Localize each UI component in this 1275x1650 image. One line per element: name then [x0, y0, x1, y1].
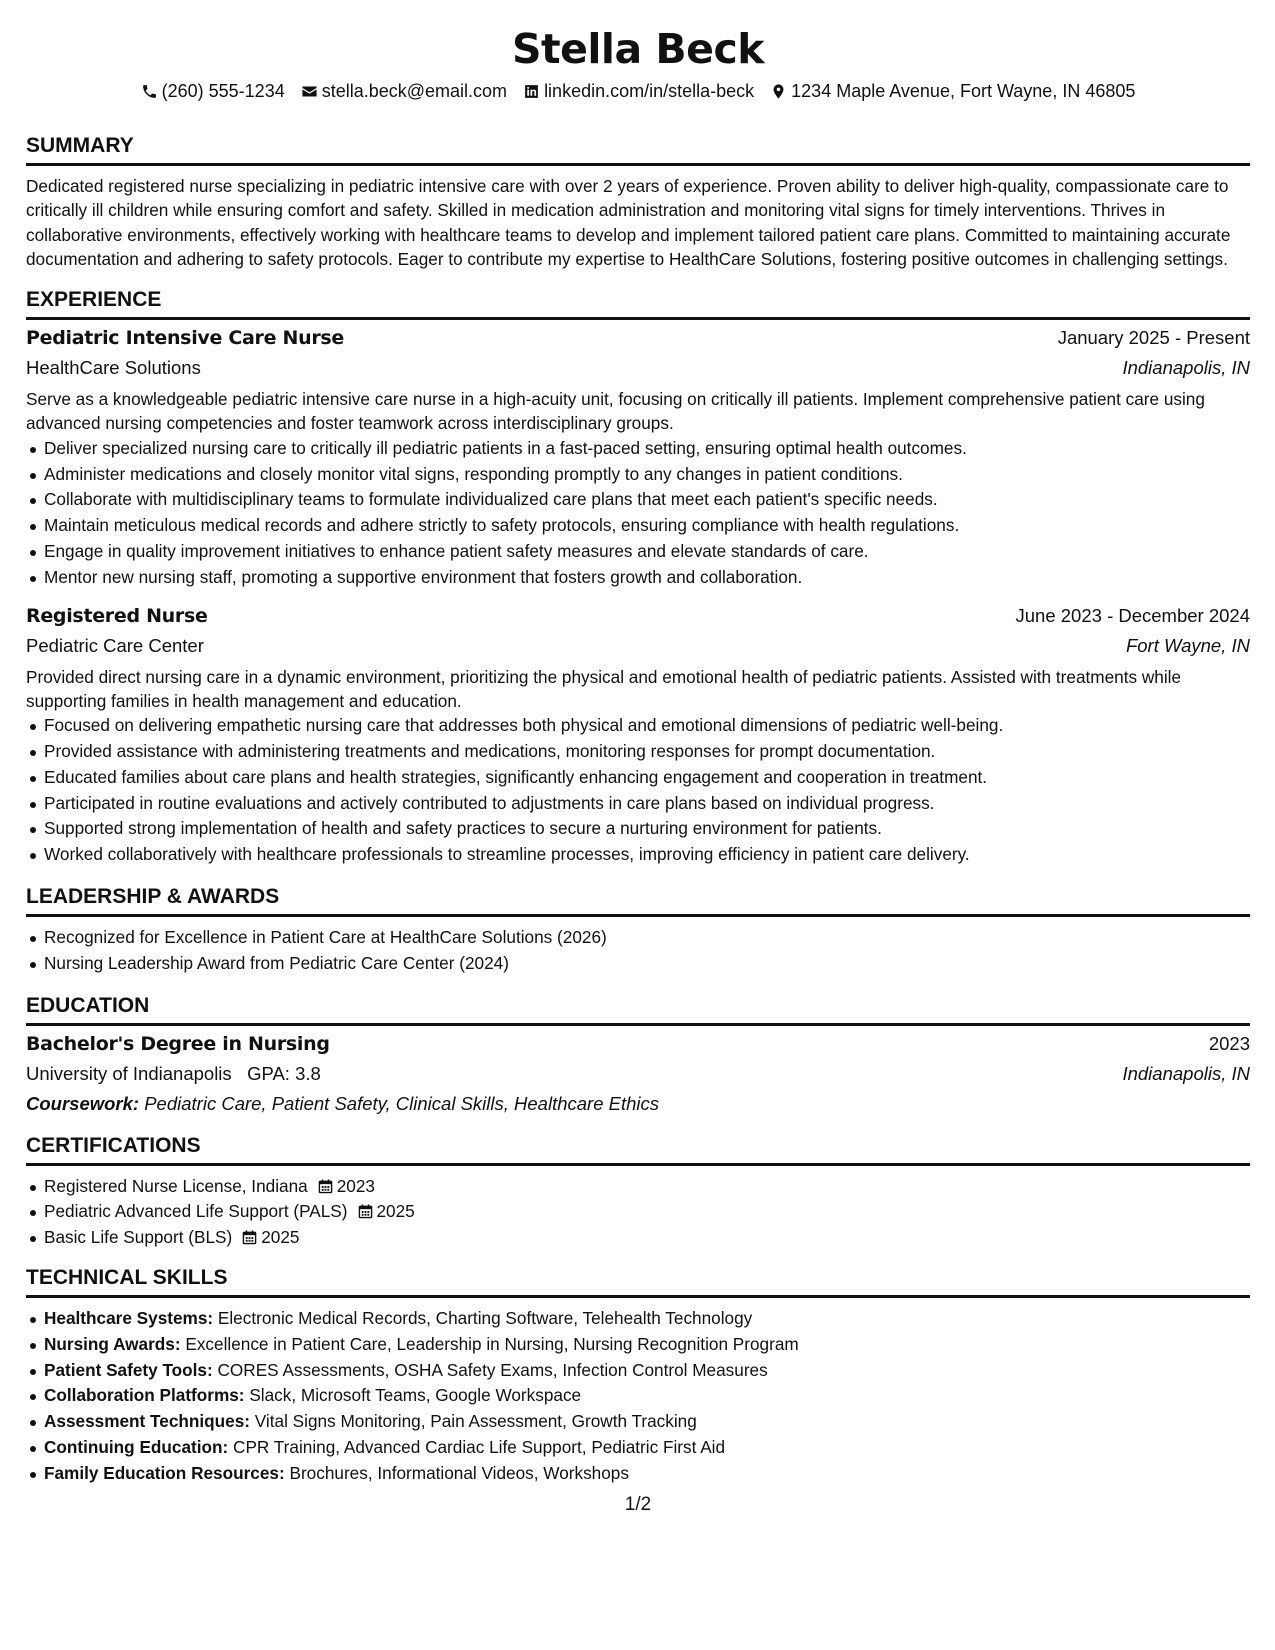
job-description: Provided direct nursing care in a dynamic environment, prioritizing the physical and emotional health of pediatric patients. Assisted with treatments while supporting families in health management and education.: [26, 666, 1182, 711]
skill-value: Excellence in Patient Care, Leadership in Nursing, Nursing Recognition Program: [185, 1333, 799, 1354]
contact-email[interactable]: [301, 79, 507, 103]
list-item: Educated families about care plans and health strategies, significantly enhancing engagement and cooperation in treatment.: [26, 765, 1250, 791]
cert-name: Pediatric Advanced Life Support (PALS): [44, 1201, 348, 1222]
section-divider: [26, 317, 1250, 320]
job-entry: [26, 601, 1250, 868]
page-number: 1/2: [624, 1494, 652, 1515]
job-location: Indianapolis, IN: [1122, 357, 1250, 379]
cert-year: 2025: [261, 1227, 300, 1248]
coursework-line: [26, 1089, 1250, 1119]
coursework-label: Coursework:: [26, 1092, 140, 1114]
coursework-text: Pediatric Care, Patient Safety, Clinical Skills, Healthcare Ethics: [144, 1092, 660, 1114]
linkedin-text: linkedin.com/in/stella-beck: [544, 81, 755, 101]
awards-list: [26, 925, 1250, 977]
list-item: [26, 1358, 1250, 1384]
section-title: TECHNICAL SKILLS: [26, 1265, 228, 1289]
section-title: EXPERIENCE: [26, 288, 162, 312]
school-name: University of Indianapolis: [26, 1062, 232, 1084]
skill-label: Collaboration Platforms:: [44, 1385, 245, 1406]
certifications-section: [26, 1133, 1250, 1251]
skill-value: CPR Training, Advanced Cardiac Life Support, Pediatric First Aid: [233, 1436, 726, 1457]
skill-label: Nursing Awards:: [44, 1333, 181, 1354]
list-item: Participated in routine evaluations and actively contributed to adjustments in care plans based on individual progress.: [26, 791, 1250, 817]
skill-label: Family Education Resources:: [44, 1462, 285, 1483]
list-item: Supported strong implementation of health and safety practices to secure a nurturing environment for patients.: [26, 816, 1250, 842]
list-item: [26, 1174, 1250, 1200]
list-item: Nursing Leadership Award from Pediatric Care Center (2024): [26, 951, 1250, 977]
graduation-year: 2023: [1208, 1032, 1250, 1054]
job-company: Pediatric Care Center: [26, 634, 204, 656]
list-item: Recognized for Excellence in Patient Care at HealthCare Solutions (2026): [26, 925, 1250, 951]
job-bullets: [26, 713, 1250, 868]
section-title: SUMMARY: [26, 134, 134, 157]
section-divider: [26, 914, 1250, 917]
calendar-icon: [358, 1204, 373, 1219]
list-item: Collaborate with multidisciplinary teams to formulate individualized care plans that meet each patient's specific needs.: [26, 487, 1250, 513]
list-item: Maintain meticulous medical records and adhere strictly to safety protocols, ensuring compliance with health regulations.: [26, 513, 1250, 539]
section-divider: [26, 1295, 1250, 1298]
job-title: Registered Nurse: [26, 604, 208, 627]
contact-phone: [141, 79, 285, 103]
section-title: EDUCATION: [26, 993, 150, 1017]
list-item: Provided assistance with administering treatments and medications, monitoring responses for prompt documentation.: [26, 739, 1250, 765]
job-dates: June 2023 - December 2024: [1015, 604, 1250, 626]
skill-label: Patient Safety Tools:: [44, 1359, 213, 1380]
contact-bar: [26, 79, 1250, 103]
phone-icon: [141, 83, 158, 100]
skill-value: Slack, Microsoft Teams, Google Workspace: [249, 1385, 582, 1406]
job-title: Pediatric Intensive Care Nurse: [26, 327, 345, 350]
skill-value: CORES Assessments, OSHA Safety Exams, Infection Control Measures: [217, 1359, 768, 1380]
list-item: [26, 1225, 1250, 1251]
list-item: [26, 1435, 1250, 1461]
list-item: [26, 1332, 1250, 1358]
email-text: stella.beck@email.com: [321, 81, 508, 101]
phone-text: (260) 555-1234: [161, 81, 285, 101]
list-item: [26, 1409, 1250, 1435]
job-location: Fort Wayne, IN: [1125, 634, 1250, 656]
summary-text: Dedicated registered nurse specializing in pediatric intensive care with over 2 years of experience. Proven ability to deliver high-quality, compassionate care to critically ill children while ensuring comfort and safety. Skilled in medication administration and monitoring vital signs for timely interventions. Thrives in collaborative environments, effectively working with healthcare teams to develop and implement tailored patient care plans. Committed to maintaining accurate documentation and adhering to safety protocols. Eager to contribute my expertise to HealthCare Solutions, fostering positive outcomes in challenging settings.: [26, 176, 1231, 269]
skill-value: Brochures, Informational Videos, Workshops: [289, 1462, 629, 1483]
skill-label: Assessment Techniques:: [44, 1411, 250, 1432]
resume-page: [26, 0, 1250, 1650]
list-item: Administer medications and closely monitor vital signs, responding promptly to any changes in patient conditions.: [26, 462, 1250, 488]
job-description: Serve as a knowledgeable pediatric intensive care nurse in a high-acuity unit, focusing on critically ill patients. Implement comprehensive patient care using advanced nursing competencies and foster teamwork across interdisciplinary groups.: [26, 389, 1205, 434]
cert-year: 2025: [376, 1201, 415, 1222]
skill-value: Vital Signs Monitoring, Pain Assessment, Growth Tracking: [254, 1411, 697, 1432]
list-item: Deliver specialized nursing care to critically ill pediatric patients in a fast-paced setting, ensuring optimal health outcomes.: [26, 436, 1250, 462]
list-item: Mentor new nursing staff, promoting a supportive environment that fosters growth and collaboration.: [26, 565, 1250, 591]
education-section: [26, 993, 1250, 1119]
section-title: CERTIFICATIONS: [26, 1133, 201, 1157]
list-item: Worked collaboratively with healthcare professionals to streamline processes, improving efficiency in patient care delivery.: [26, 842, 1250, 868]
skill-value: Electronic Medical Records, Charting Software, Telehealth Technology: [217, 1307, 753, 1328]
school-location: Indianapolis, IN: [1122, 1062, 1250, 1084]
job-dates: January 2025 - Present: [1057, 327, 1250, 349]
skill-label: Healthcare Systems:: [44, 1307, 214, 1328]
cert-name: Basic Life Support (BLS): [44, 1227, 233, 1248]
map-pin-icon: [770, 83, 787, 100]
list-item: [26, 1461, 1250, 1487]
contact-address: [770, 79, 1135, 103]
list-item: Focused on delivering empathetic nursing care that addresses both physical and emotional dimensions of pediatric well-being.: [26, 713, 1250, 739]
list-item: [26, 1199, 1250, 1225]
experience-section: [26, 287, 1250, 868]
gpa: GPA: 3.8: [247, 1062, 321, 1084]
skills-list: [26, 1306, 1250, 1487]
job-company: HealthCare Solutions: [26, 357, 201, 379]
summary-section: [26, 133, 1250, 271]
list-item: Engage in quality improvement initiatives to enhance patient safety measures and elevate standards of care.: [26, 539, 1250, 565]
job-bullets: [26, 436, 1250, 591]
list-item: [26, 1383, 1250, 1409]
degree-title: Bachelor's Degree in Nursing: [26, 1032, 330, 1055]
skill-label: Continuing Education:: [44, 1436, 229, 1457]
envelope-icon: [301, 83, 318, 100]
address-text: 1234 Maple Avenue, Fort Wayne, IN 46805: [791, 81, 1136, 101]
leadership-section: [26, 884, 1250, 977]
job-entry: [26, 323, 1250, 590]
cert-name: Registered Nurse License, Indiana: [44, 1175, 308, 1196]
section-divider: [26, 1163, 1250, 1166]
section-title: LEADERSHIP & AWARDS: [26, 884, 280, 908]
calendar-icon: [318, 1179, 333, 1194]
cert-year: 2023: [336, 1175, 375, 1196]
calendar-icon: [242, 1230, 257, 1245]
section-divider: [26, 163, 1250, 166]
section-divider: [26, 1023, 1250, 1026]
linkedin-icon: [523, 83, 540, 100]
school-line: [26, 1059, 321, 1089]
candidate-name: Stella Beck: [511, 25, 765, 73]
skills-section: [26, 1265, 1250, 1487]
certifications-list: [26, 1174, 1250, 1251]
list-item: [26, 1306, 1250, 1332]
contact-linkedin[interactable]: [523, 79, 754, 103]
